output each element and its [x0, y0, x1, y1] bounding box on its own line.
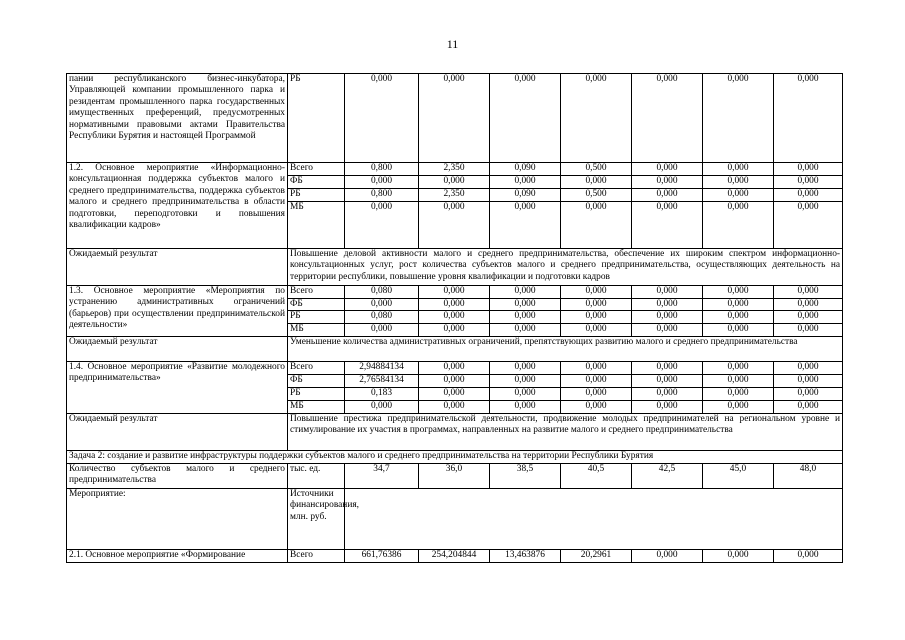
funding-source: РБ [288, 74, 345, 163]
value-cell: 0,000 [774, 74, 843, 163]
value-cell: 0,000 [703, 323, 774, 336]
measure-description: 1.4. Основное мероприятие «Развитие молодежного предпринимательства» [67, 361, 288, 413]
value-cell: 0,000 [703, 361, 774, 374]
value-cell: 0,000 [774, 374, 843, 387]
value-cell: 0,000 [774, 361, 843, 374]
funding-source: РБ [288, 387, 345, 400]
value-cell: 2,76584134 [345, 374, 419, 387]
value-cell: 0,000 [490, 323, 561, 336]
value-cell: 2,94884134 [345, 361, 419, 374]
indicator-description: Количество субъектов малого и среднего предпринимательства [67, 463, 288, 488]
table-row [67, 463, 843, 488]
value-cell: 48,0 [774, 463, 843, 488]
value-cell: 0,000 [345, 74, 419, 163]
table-row [67, 549, 843, 562]
task-heading: Задача 2: создание и развитие инфраструктуры поддержки субъектов малого и среднего предпринимательства на территории Республики Бурятия [67, 450, 843, 463]
value-cell: 0,000 [632, 400, 703, 413]
value-cell: 0,080 [345, 286, 419, 299]
measure-label: Мероприятие: [67, 488, 288, 549]
funding-source: Всего [288, 163, 345, 176]
value-cell: 0,000 [419, 400, 490, 413]
value-cell: 0,000 [774, 202, 843, 249]
expected-result-label: Ожидаемый результат [67, 336, 288, 361]
value-cell: 20,2961 [561, 549, 632, 562]
expected-result-label: Ожидаемый результат [67, 413, 288, 450]
value-cell: 0,000 [490, 286, 561, 299]
value-cell: 2,350 [419, 189, 490, 202]
value-cell: 0,000 [774, 549, 843, 562]
value-cell: 0,000 [490, 202, 561, 249]
value-cell: 36,0 [419, 463, 490, 488]
value-cell: 0,000 [419, 286, 490, 299]
funding-source: МБ [288, 323, 345, 336]
empty-cell [345, 488, 843, 549]
value-cell: 0,000 [490, 387, 561, 400]
value-cell: 0,000 [632, 163, 703, 176]
value-cell: 0,000 [703, 286, 774, 299]
expected-result-text: Уменьшение количества административных ограничений, препятствующих развитию малого и среднего предпринимательства [288, 336, 843, 361]
value-cell: 0,000 [561, 176, 632, 189]
value-cell: 0,000 [419, 361, 490, 374]
value-cell: 0,000 [561, 400, 632, 413]
table-row [67, 286, 843, 299]
value-cell: 0,080 [345, 311, 419, 323]
value-cell: 0,000 [561, 374, 632, 387]
value-cell: 0,000 [561, 311, 632, 323]
value-cell: 0,000 [703, 400, 774, 413]
value-cell: 0,000 [632, 202, 703, 249]
value-cell: 0,000 [419, 323, 490, 336]
funding-source: ФБ [288, 299, 345, 311]
funding-source: ФБ [288, 374, 345, 387]
indicator-unit: тыс. ед. [288, 463, 345, 488]
value-cell: 45,0 [703, 463, 774, 488]
program-funding-table [66, 73, 843, 563]
value-cell: 38,5 [490, 463, 561, 488]
expected-result-text: Повышение престижа предпринимательской деятельности, продвижение молодых предпринимателей на региональном уровне и стимулирование их участия в программах, направленных на развитие малого и среднего предпринимательства [288, 413, 843, 450]
value-cell: 0,000 [490, 176, 561, 189]
page-number: 11 [446, 37, 459, 51]
value-cell: 0,000 [632, 189, 703, 202]
value-cell: 0,000 [561, 74, 632, 163]
value-cell: 0,000 [561, 286, 632, 299]
table-row [67, 361, 843, 374]
value-cell: 0,000 [703, 299, 774, 311]
value-cell: 0,000 [632, 299, 703, 311]
value-cell: 0,000 [419, 74, 490, 163]
value-cell: 0,000 [345, 176, 419, 189]
value-cell: 0,000 [345, 400, 419, 413]
value-cell: 0,000 [632, 286, 703, 299]
value-cell: 40,5 [561, 463, 632, 488]
value-cell: 0,000 [561, 202, 632, 249]
value-cell: 661,76386 [345, 549, 419, 562]
value-cell: 0,000 [774, 176, 843, 189]
value-cell: 0,000 [703, 189, 774, 202]
value-cell: 0,000 [490, 74, 561, 163]
table-row [67, 336, 843, 361]
funding-source: МБ [288, 202, 345, 249]
table-row [67, 488, 843, 549]
measure-description: 2.1. Основное мероприятие «Формирование [67, 549, 288, 562]
value-cell: 0,000 [561, 361, 632, 374]
value-cell: 0,000 [703, 202, 774, 249]
value-cell: 0,000 [561, 323, 632, 336]
value-cell: 0,000 [774, 323, 843, 336]
value-cell: 0,500 [561, 163, 632, 176]
value-cell: 0,000 [419, 299, 490, 311]
value-cell: 0,800 [345, 163, 419, 176]
funding-source: Всего [288, 549, 345, 562]
table-row [67, 450, 843, 463]
value-cell: 0,000 [774, 299, 843, 311]
value-cell: 0,090 [490, 189, 561, 202]
value-cell: 0,000 [632, 387, 703, 400]
value-cell: 0,000 [703, 311, 774, 323]
table-row [67, 74, 843, 163]
value-cell: 0,000 [419, 202, 490, 249]
value-cell: 0,000 [490, 400, 561, 413]
measure-description: 1.3. Основное мероприятие «Мероприятия по устранению административных ограничений (барьеров) при осуществлении предпринимательской деятельности» [67, 286, 288, 337]
value-cell: 0,000 [632, 176, 703, 189]
table-row [67, 163, 843, 176]
value-cell: 0,000 [703, 549, 774, 562]
value-cell: 0,000 [561, 299, 632, 311]
value-cell: 0,000 [419, 374, 490, 387]
value-cell: 0,000 [703, 176, 774, 189]
value-cell: 0,000 [490, 299, 561, 311]
table-row [67, 413, 843, 450]
value-cell: 0,000 [490, 361, 561, 374]
value-cell: 0,000 [632, 74, 703, 163]
value-cell: 0,000 [774, 163, 843, 176]
value-cell: 0,000 [490, 374, 561, 387]
value-cell: 0,000 [632, 311, 703, 323]
value-cell: 0,183 [345, 387, 419, 400]
value-cell: 0,800 [345, 189, 419, 202]
value-cell: 0,000 [345, 299, 419, 311]
funding-source-header: Источники финансирования, млн. руб. [288, 488, 345, 549]
value-cell: 0,000 [774, 387, 843, 400]
value-cell: 0,000 [632, 361, 703, 374]
value-cell: 0,000 [419, 176, 490, 189]
funding-source: РБ [288, 189, 345, 202]
funding-source: МБ [288, 400, 345, 413]
value-cell: 254,204844 [419, 549, 490, 562]
value-cell: 0,000 [703, 163, 774, 176]
funding-source: РБ [288, 311, 345, 323]
value-cell: 0,000 [632, 374, 703, 387]
value-cell: 0,000 [419, 311, 490, 323]
funding-source: Всего [288, 361, 345, 374]
value-cell: 0,000 [632, 323, 703, 336]
value-cell: 0,090 [490, 163, 561, 176]
value-cell: 0,000 [632, 549, 703, 562]
value-cell: 0,000 [419, 387, 490, 400]
value-cell: 0,000 [774, 189, 843, 202]
measure-description: пании республиканского бизнес-инкубатора, Управляющей компании промышленного парка и резидентам промышленного парка государственных имущественных преференций, предусмотренных нормативными правовыми актами Правительства Республики Бурятия и настоящей Программой [67, 74, 288, 163]
expected-result-label: Ожидаемый результат [67, 249, 288, 286]
funding-source: Всего [288, 286, 345, 299]
value-cell: 13,463876 [490, 549, 561, 562]
value-cell: 0,000 [561, 387, 632, 400]
funding-source: ФБ [288, 176, 345, 189]
value-cell: 0,000 [703, 374, 774, 387]
value-cell: 0,500 [561, 189, 632, 202]
value-cell: 34,7 [345, 463, 419, 488]
value-cell: 0,000 [345, 323, 419, 336]
value-cell: 0,000 [703, 387, 774, 400]
value-cell: 0,000 [490, 311, 561, 323]
value-cell: 0,000 [774, 311, 843, 323]
value-cell: 0,000 [774, 286, 843, 299]
table-row [67, 249, 843, 286]
value-cell: 42,5 [632, 463, 703, 488]
expected-result-text: Повышение деловой активности малого и среднего предпринимательства, обеспечение их широким спектром информационно-консультационных услуг, рост количества субъектов малого и среднего предпринимательства, осуществляющих деятельность на территории республики, повышение уровня квалификации и подготовки кадров [288, 249, 843, 286]
value-cell: 0,000 [345, 202, 419, 249]
value-cell: 2,350 [419, 163, 490, 176]
measure-description: 1.2. Основное мероприятие «Информационно-консультационная поддержка субъектов малого и среднего предпринимательства, поддержка субъектов малого и среднего предпринимательства в области подготовки, переподготовки и повышения квалификации кадров» [67, 163, 288, 249]
value-cell: 0,000 [703, 74, 774, 163]
value-cell: 0,000 [774, 400, 843, 413]
